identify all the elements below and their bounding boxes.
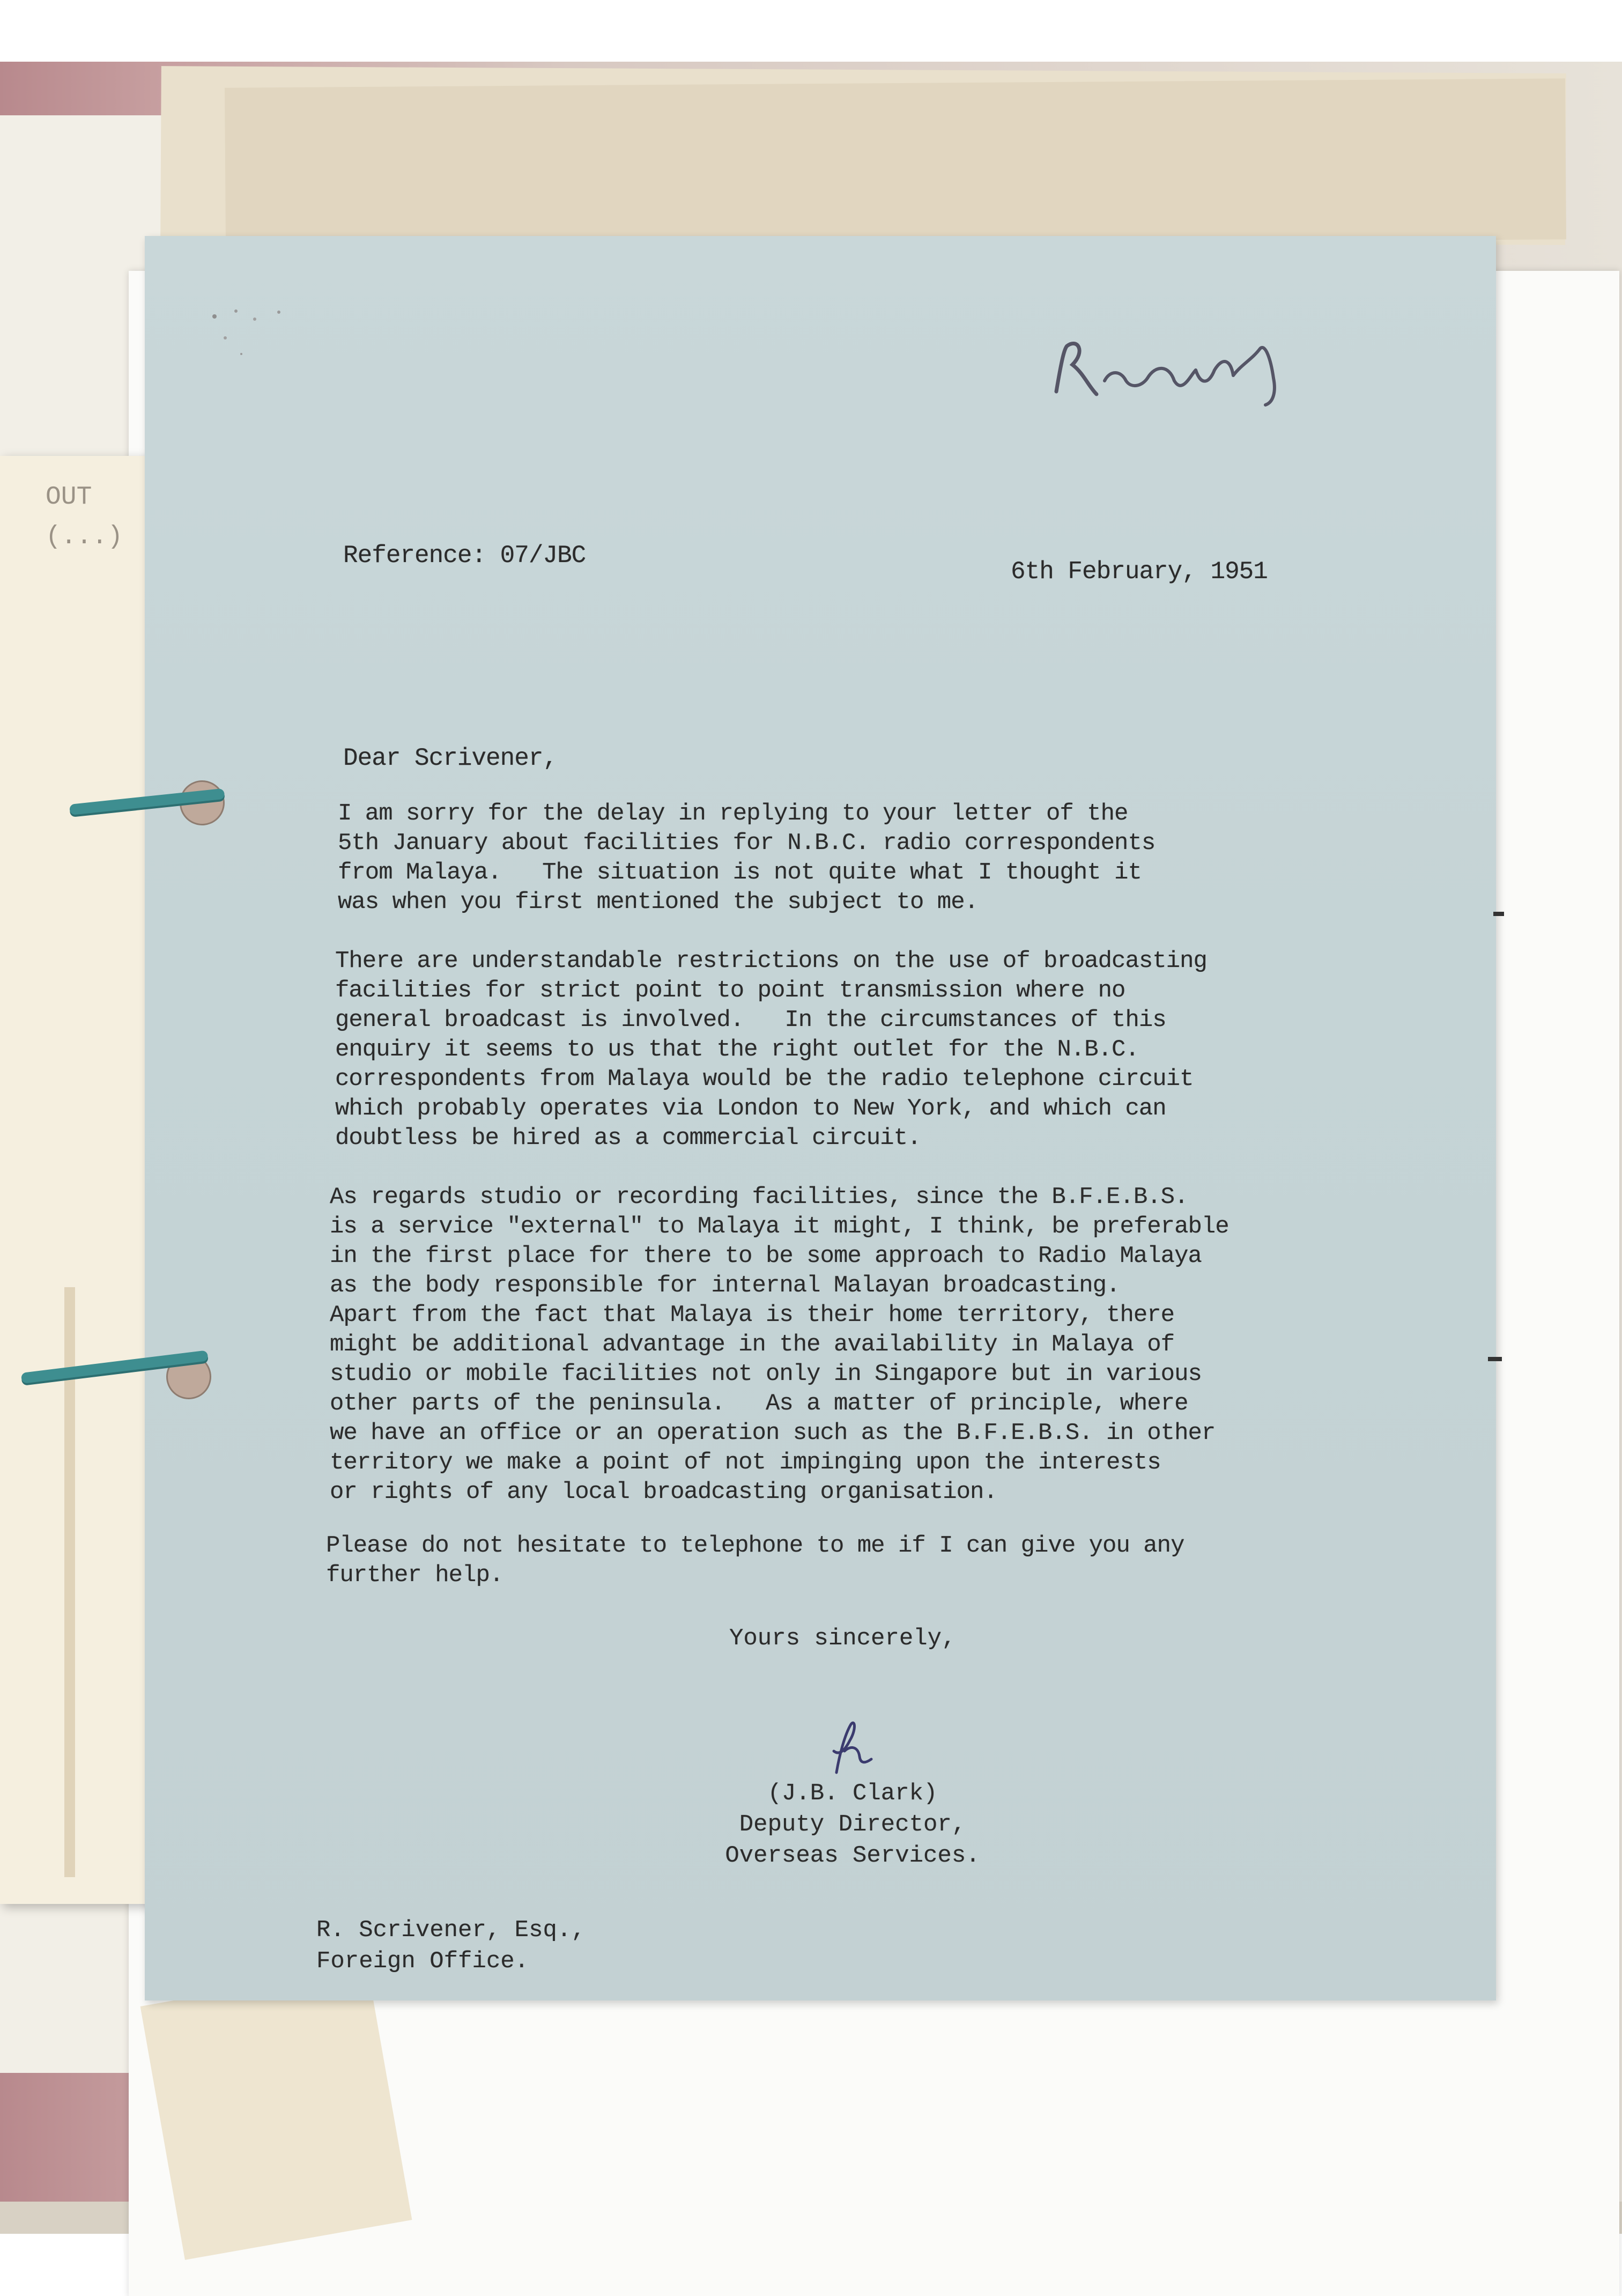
paragraph-1 bbox=[338, 799, 1196, 917]
text-line: As regards studio or recording facilities, since the B.F.E.B.S. bbox=[330, 1184, 1188, 1210]
text-line: we have an office or an operation such as the B.F.E.B.S. in other bbox=[330, 1420, 1216, 1446]
closing: Yours sincerely, bbox=[729, 1625, 956, 1652]
text-line: from Malaya. The situation is not quite what I thought it bbox=[338, 859, 1142, 886]
text-line: which probably operates via London to New York, and which can bbox=[335, 1095, 1166, 1122]
text-line: other parts of the peninsula. As a matter of principle, where bbox=[330, 1390, 1188, 1417]
text-line: is a service "external" to Malaya it might, I think, be preferable bbox=[330, 1213, 1229, 1240]
paper-specks bbox=[204, 300, 332, 365]
signatory-name: (J.B. Clark) bbox=[767, 1780, 938, 1807]
left-card-line: OUT bbox=[46, 483, 92, 512]
recipient-name: R. Scrivener, Esq., bbox=[316, 1917, 586, 1944]
signatory-title: Deputy Director, bbox=[739, 1811, 966, 1838]
left-card-line: (...) bbox=[46, 522, 123, 551]
left-card-text bbox=[46, 483, 123, 562]
text-line: might be additional advantage in the availability in Malaya of bbox=[330, 1331, 1175, 1358]
text-line: further help. bbox=[326, 1562, 503, 1589]
paragraph-4 bbox=[326, 1531, 1345, 1590]
reference-line: Reference: 07/JBC bbox=[343, 542, 586, 570]
text-line: There are understandable restrictions on the use of broadcasting bbox=[335, 948, 1207, 974]
handwritten-initials bbox=[818, 1714, 877, 1778]
text-line: facilities for strict point to point transmission where no bbox=[335, 977, 1125, 1004]
date-line: 6th February, 1951 bbox=[1011, 558, 1268, 586]
edge-mark bbox=[1488, 1357, 1502, 1361]
text-line: doubtless be hired as a commercial circuit. bbox=[335, 1125, 921, 1151]
background-paper-top-2 bbox=[225, 78, 1566, 248]
text-line: I am sorry for the delay in replying to your letter of the bbox=[338, 800, 1128, 827]
tissue-sheet bbox=[140, 1966, 412, 2260]
handwritten-registry-annotation bbox=[1046, 327, 1292, 408]
edge-mark bbox=[1493, 912, 1504, 916]
text-line: enquiry it seems to us that the right outlet for the N.B.C. bbox=[335, 1036, 1139, 1063]
recipient-block bbox=[316, 1915, 586, 1977]
text-line: Apart from the fact that Malaya is their home territory, there bbox=[330, 1302, 1175, 1328]
text-line: was when you first mentioned the subject to me. bbox=[338, 889, 979, 916]
text-line: 5th January about facilities for N.B.C. radio correspondents bbox=[338, 830, 1156, 857]
recipient-org: Foreign Office. bbox=[316, 1948, 529, 1975]
signatory-department: Overseas Services. bbox=[725, 1842, 980, 1869]
signature-block bbox=[713, 1778, 992, 1871]
text-line: correspondents from Malaya would be the radio telephone circuit bbox=[335, 1066, 1194, 1092]
text-line: in the first place for there to be some approach to Radio Malaya bbox=[330, 1243, 1202, 1269]
text-line: territory we make a point of not impinging upon the interests bbox=[330, 1449, 1161, 1476]
text-line: studio or mobile facilities not only in Singapore but in various bbox=[330, 1361, 1202, 1387]
paragraph-2 bbox=[335, 947, 1273, 1153]
text-line: or rights of any local broadcasting organisation. bbox=[330, 1479, 997, 1505]
text-line: Please do not hesitate to telephone to me if I can give you any bbox=[326, 1532, 1184, 1559]
text-line: general broadcast is involved. In the circumstances of this bbox=[335, 1007, 1166, 1033]
salutation: Dear Scrivener, bbox=[343, 744, 558, 772]
paragraph-3 bbox=[330, 1183, 1349, 1507]
text-line: as the body responsible for internal Malayan broadcasting. bbox=[330, 1272, 1120, 1299]
